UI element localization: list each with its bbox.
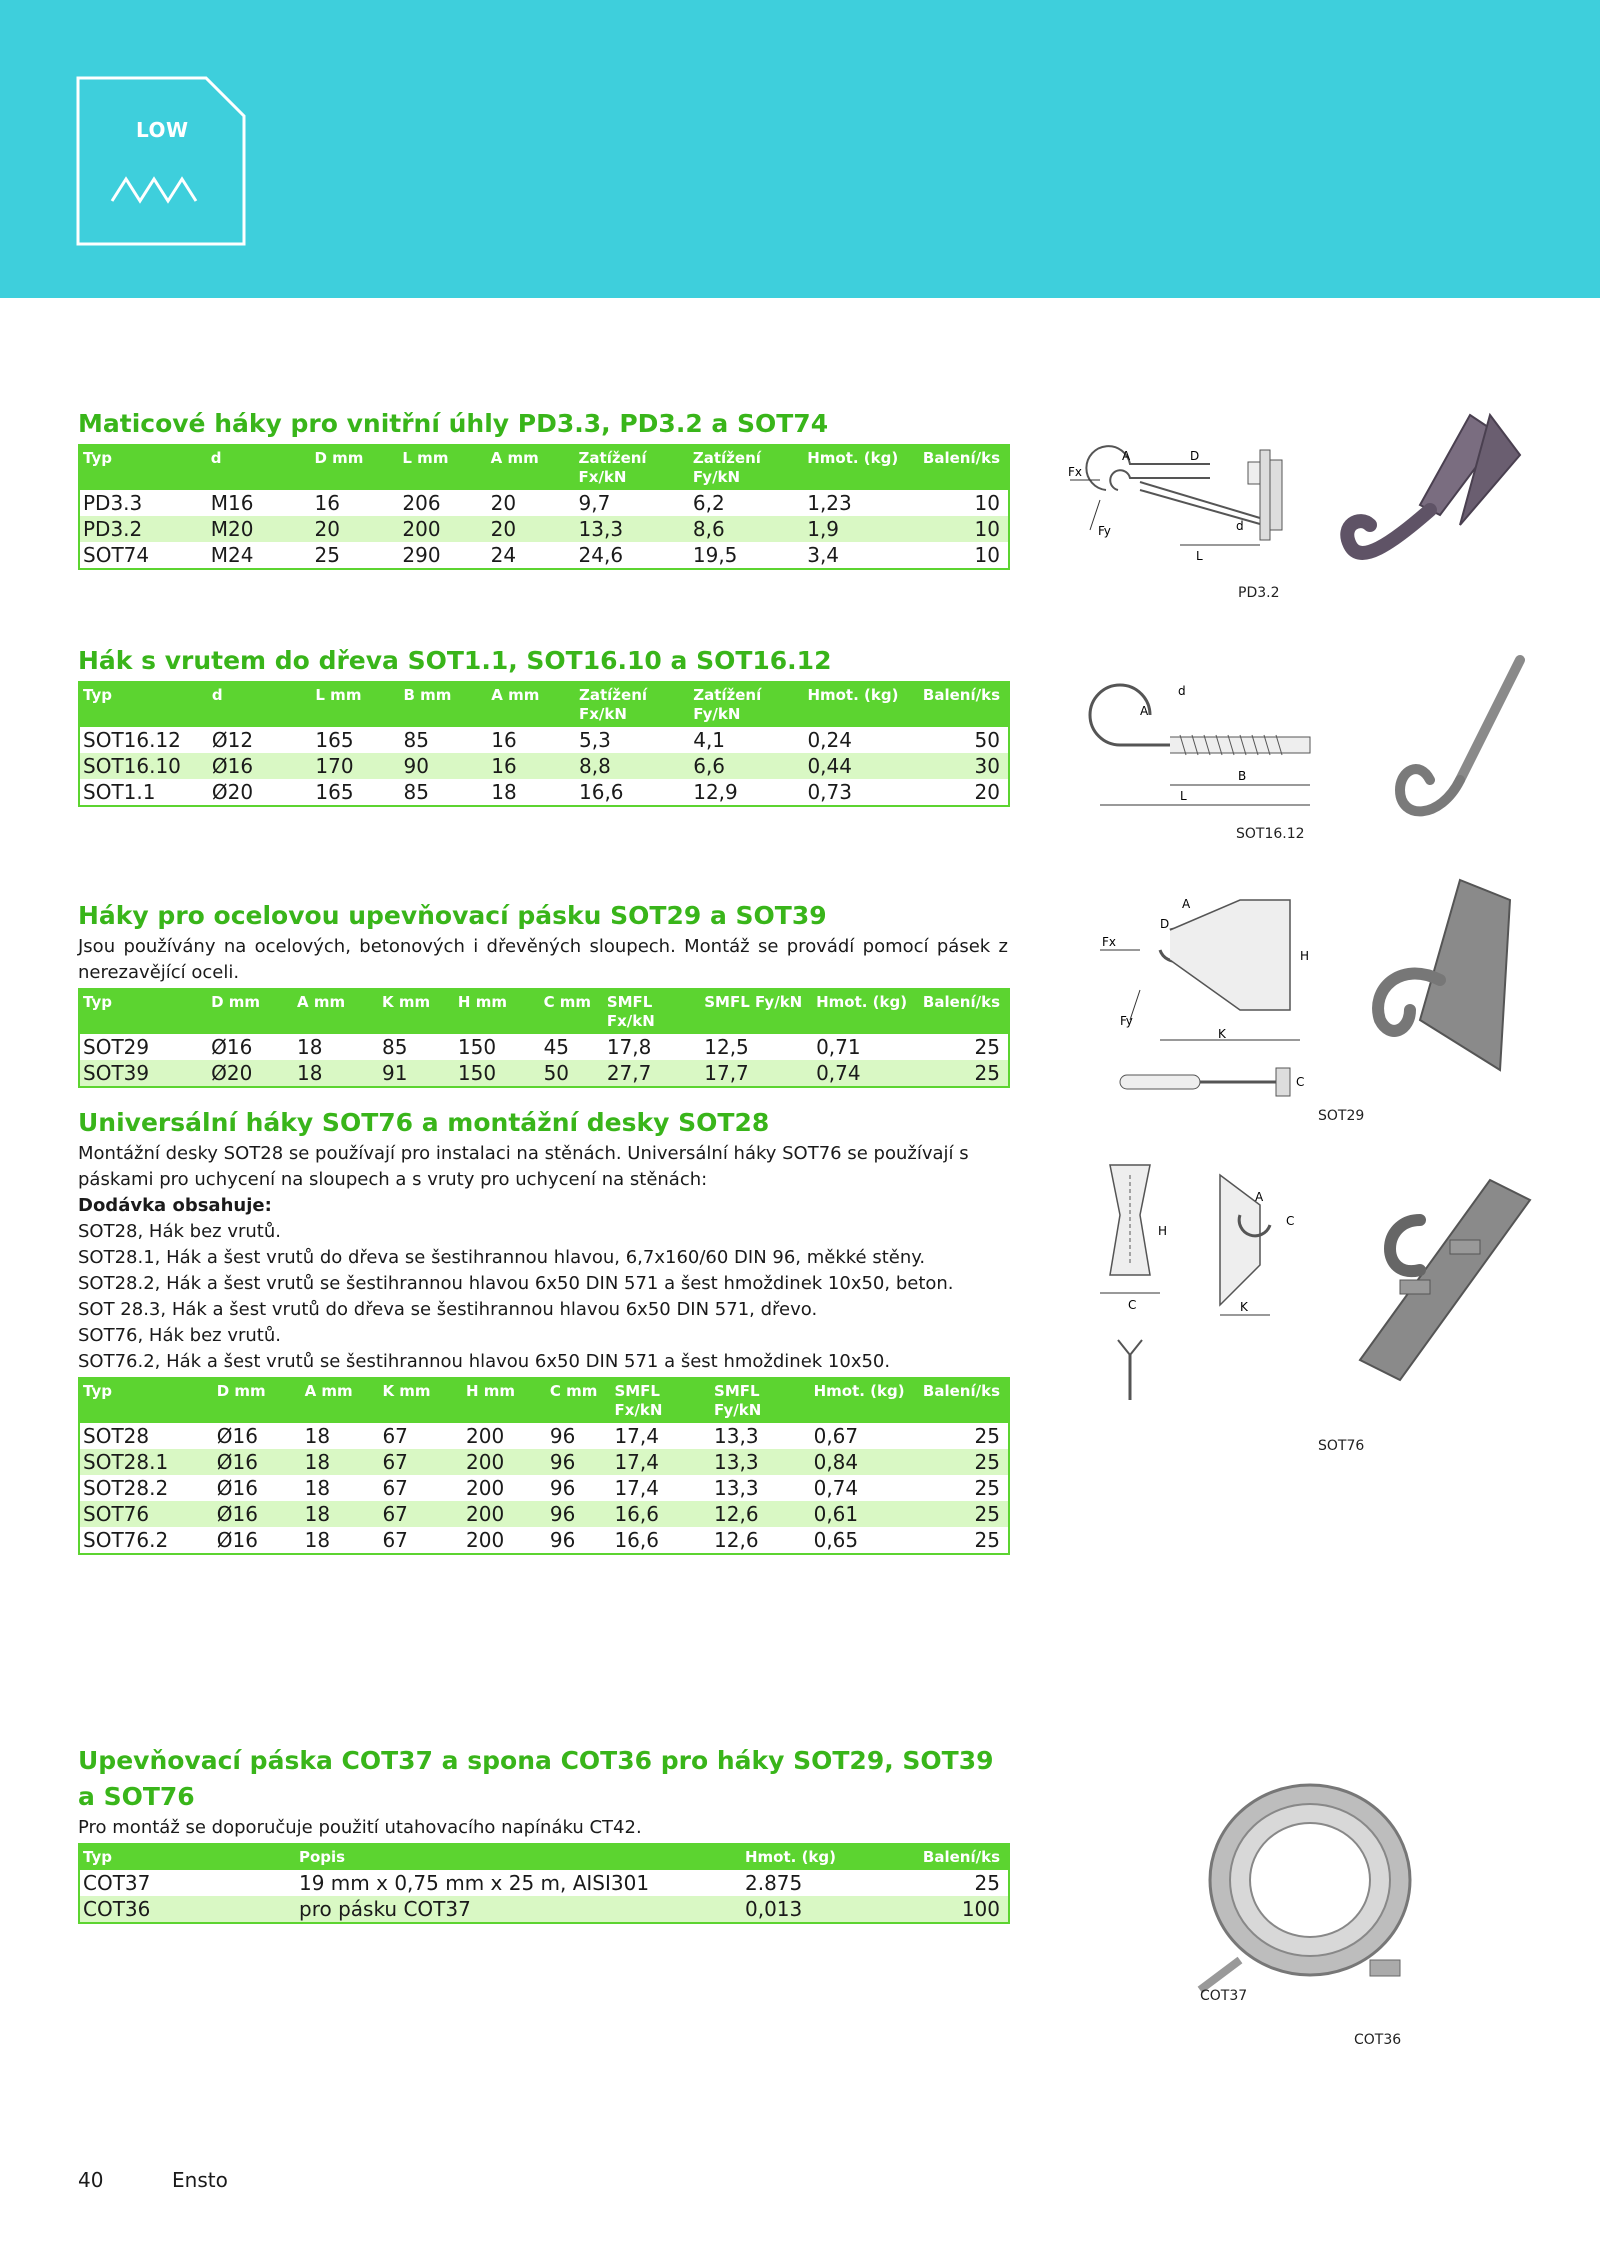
col-header: Zatížení Fx/kN bbox=[576, 682, 690, 727]
table-cell: 85 bbox=[382, 1035, 408, 1059]
table-cell: 3,4 bbox=[807, 543, 840, 567]
col-header: A mm bbox=[488, 682, 576, 727]
sot76-technical-drawing bbox=[1090, 1155, 1320, 1415]
section-title: Upevňovací páska COT37 a spona COT36 pro háky SOT29, SOT39 bbox=[78, 1746, 994, 1775]
col-header: C mm bbox=[547, 1378, 612, 1423]
table-cell: 19,5 bbox=[692, 543, 738, 567]
pd3-technical-drawing bbox=[1060, 420, 1320, 570]
diagram-label: D bbox=[1160, 917, 1170, 931]
col-header: D mm bbox=[311, 445, 399, 490]
col-header: Hmot. (kg) bbox=[813, 989, 920, 1034]
table-row bbox=[79, 1449, 1009, 1475]
section-title: Háky pro ocelovou upevňovací pásku SOT29 a SOT39 bbox=[78, 901, 827, 930]
table-cell: 170 bbox=[312, 753, 400, 779]
sot1612-product-photo bbox=[1320, 640, 1540, 840]
col-header: d bbox=[208, 445, 312, 490]
table-cell: M16 bbox=[210, 491, 254, 515]
col-header: H mm bbox=[463, 1378, 547, 1423]
table-cell: 206 bbox=[402, 491, 441, 515]
table-cell: M20 bbox=[208, 516, 312, 542]
table-cell: SOT28.1 bbox=[79, 1449, 214, 1475]
table-cell: 5,3 bbox=[579, 728, 611, 752]
contents-item: SOT28.1, Hák a šest vrutů do dřeva se šestihrannou hlavou, 6,7x160/60 DIN 96, měkké stěny. bbox=[78, 1247, 926, 1268]
table-cell: 25 bbox=[920, 1060, 1009, 1087]
table-cell: Ø16 bbox=[214, 1501, 302, 1527]
table-row bbox=[79, 516, 1009, 542]
table-cell: 0,24 bbox=[807, 728, 852, 752]
col-header: d bbox=[209, 682, 313, 727]
table-row bbox=[79, 1527, 1009, 1554]
table-cell: 67 bbox=[382, 1528, 408, 1552]
table-cell: Ø16 bbox=[214, 1449, 302, 1475]
table-cell: 24 bbox=[490, 543, 517, 567]
col-header: Zatížení Fy/kN bbox=[690, 445, 804, 490]
table-cell: 100 bbox=[888, 1896, 1009, 1923]
table-cell: 8,8 bbox=[576, 753, 690, 779]
col-header: Typ bbox=[79, 989, 208, 1034]
diagram-label: H bbox=[1158, 1224, 1168, 1238]
spec-table bbox=[78, 988, 1010, 1088]
cot36-clip-image bbox=[1370, 1960, 1400, 1976]
col-header: Zatížení Fx/kN bbox=[576, 445, 690, 490]
section-cot37 bbox=[78, 1743, 1008, 1924]
table-cell: M24 bbox=[210, 543, 254, 567]
section-sot29 bbox=[78, 898, 1008, 1088]
col-header: SMFL Fy/kN bbox=[701, 989, 813, 1034]
sot76-product-photo bbox=[1340, 1160, 1540, 1390]
table-row bbox=[79, 753, 1009, 779]
col-header: Typ bbox=[79, 1844, 296, 1870]
product-image-label: SOT76 bbox=[1318, 1438, 1365, 1454]
table-cell: 18 bbox=[297, 1035, 323, 1059]
table-cell: 0,67 bbox=[813, 1424, 859, 1448]
table-cell: 20 bbox=[311, 516, 399, 542]
section-sot76 bbox=[78, 1105, 1008, 1555]
table-cell: 91 bbox=[379, 1060, 455, 1087]
product-image-label: COT36 bbox=[1354, 2032, 1402, 2048]
voltage-badge-label: LOW bbox=[136, 118, 189, 142]
table-cell: 165 bbox=[315, 728, 354, 752]
col-header: D mm bbox=[208, 989, 294, 1034]
table-cell: 19 mm x 0,75 mm x 25 m, AISI301 bbox=[299, 1871, 650, 1895]
voltage-badge bbox=[76, 76, 246, 246]
diagram-label: A bbox=[1182, 897, 1191, 911]
table-cell: Ø16 bbox=[211, 1035, 253, 1059]
table-cell: 17,4 bbox=[614, 1424, 659, 1448]
table-cell: 96 bbox=[549, 1476, 576, 1500]
table-cell: 12,5 bbox=[704, 1035, 749, 1059]
diagram-label: L bbox=[1196, 549, 1203, 563]
table-row bbox=[79, 1870, 1009, 1896]
table-cell: 13,3 bbox=[576, 516, 690, 542]
table-cell: 0,74 bbox=[813, 1060, 920, 1087]
table-row bbox=[79, 1034, 1009, 1060]
table-cell: 12,6 bbox=[711, 1501, 811, 1527]
table-cell: 1,23 bbox=[807, 491, 852, 515]
product-image-label: SOT16.12 bbox=[1236, 826, 1305, 842]
table-cell: 16,6 bbox=[614, 1528, 659, 1552]
table-cell: 8,6 bbox=[690, 516, 804, 542]
table-row bbox=[79, 779, 1009, 806]
col-header: Hmot. (kg) bbox=[811, 1378, 920, 1423]
table-cell: 25 bbox=[974, 1035, 1000, 1059]
waveform-icon bbox=[112, 179, 196, 201]
table-cell: SOT1.1 bbox=[83, 780, 156, 804]
col-header: SMFL Fx/kN bbox=[611, 1378, 711, 1423]
table-cell: 10 bbox=[974, 491, 1000, 515]
table-cell: SOT39 bbox=[79, 1060, 208, 1087]
table-cell: 0,84 bbox=[811, 1449, 920, 1475]
table-cell: 27,7 bbox=[604, 1060, 701, 1087]
spec-table bbox=[78, 1377, 1010, 1555]
product-image-label: PD3.2 bbox=[1238, 585, 1280, 601]
col-header: L mm bbox=[312, 682, 400, 727]
table-cell: 45 bbox=[543, 1035, 570, 1059]
diagram-label: A bbox=[1255, 1190, 1264, 1204]
table-row bbox=[79, 1060, 1009, 1087]
diagram-label: A bbox=[1140, 704, 1149, 718]
table-cell: 17,4 bbox=[611, 1449, 711, 1475]
table-cell: Ø20 bbox=[208, 1060, 294, 1087]
table-cell: 6,6 bbox=[690, 753, 804, 779]
table-row bbox=[79, 1423, 1009, 1449]
diagram-label: C bbox=[1296, 1075, 1305, 1089]
table-cell: 16,6 bbox=[579, 780, 624, 804]
table-cell: 0,61 bbox=[811, 1501, 920, 1527]
table-cell: 18 bbox=[302, 1501, 380, 1527]
section-title: Hák s vrutem do dřeva SOT1.1, SOT16.10 a SOT16.12 bbox=[78, 646, 832, 675]
table-cell: 200 bbox=[466, 1424, 505, 1448]
table-cell: 0,74 bbox=[813, 1476, 859, 1500]
table-cell: 165 bbox=[315, 780, 354, 804]
diagram-label: Fy bbox=[1120, 1014, 1133, 1028]
table-cell: 24,6 bbox=[578, 543, 624, 567]
table-row bbox=[79, 542, 1009, 569]
table-cell: SOT76 bbox=[79, 1501, 214, 1527]
sot29-product-photo bbox=[1340, 870, 1540, 1100]
col-header: K mm bbox=[379, 1378, 463, 1423]
table-cell: Ø16 bbox=[216, 1424, 258, 1448]
table-row bbox=[79, 727, 1009, 753]
table-cell: 4,1 bbox=[693, 728, 726, 752]
spec-table bbox=[78, 444, 1010, 570]
col-header: A mm bbox=[302, 1378, 380, 1423]
table-cell: 18 bbox=[304, 1476, 331, 1500]
table-cell: 9,7 bbox=[578, 491, 611, 515]
table-cell: 17,7 bbox=[701, 1060, 813, 1087]
table-cell: 0,013 bbox=[742, 1896, 888, 1923]
section-description: Pro montáž se doporučuje použití utahovacího napínáku CT42. bbox=[78, 1817, 642, 1838]
table-cell: 16 bbox=[491, 728, 517, 752]
table-cell: 67 bbox=[382, 1476, 408, 1500]
col-header: SMFL Fy/kN bbox=[711, 1378, 811, 1423]
col-header: Hmot. (kg) bbox=[804, 445, 920, 490]
diagram-label: L bbox=[1180, 789, 1187, 803]
spec-table bbox=[78, 1843, 1010, 1924]
table-cell: PD3.3 bbox=[83, 491, 143, 515]
table-cell: SOT74 bbox=[83, 543, 150, 567]
table-cell: 18 bbox=[304, 1528, 331, 1552]
table-row bbox=[79, 490, 1009, 516]
diagram-label: Fx bbox=[1068, 465, 1083, 479]
diagram-label: Fx bbox=[1102, 935, 1117, 949]
table-cell: 12,6 bbox=[714, 1528, 759, 1552]
brand-name: Ensto bbox=[172, 2168, 228, 2192]
table-cell: 96 bbox=[547, 1449, 612, 1475]
table-cell: 25 bbox=[974, 1476, 1000, 1500]
table-cell: 96 bbox=[549, 1528, 576, 1552]
spec-table bbox=[78, 681, 1010, 807]
diagram-label: K bbox=[1218, 1027, 1226, 1041]
table-cell: 96 bbox=[547, 1501, 612, 1527]
diagram-label: H bbox=[1300, 949, 1310, 963]
table-cell: pro pásku COT37 bbox=[296, 1896, 742, 1923]
table-cell: 200 bbox=[399, 516, 487, 542]
table-cell: 25 bbox=[974, 1871, 1000, 1895]
table-cell: 200 bbox=[463, 1449, 547, 1475]
table-cell: SOT28 bbox=[83, 1424, 150, 1448]
diagram-label: D bbox=[1190, 449, 1200, 463]
table-cell: 25 bbox=[314, 543, 340, 567]
table-cell: SOT28.2 bbox=[83, 1476, 169, 1500]
table-cell: 13,3 bbox=[711, 1449, 811, 1475]
table-cell: 0,71 bbox=[816, 1035, 861, 1059]
table-cell: Ø16 bbox=[216, 1528, 258, 1552]
table-cell: 25 bbox=[920, 1501, 1009, 1527]
table-cell: 18 bbox=[304, 1424, 331, 1448]
contents-item: SOT28.2, Hák a šest vrutů se šestihrannou hlavou 6x50 DIN 571 a šest hmoždinek 10x50, beton. bbox=[78, 1273, 954, 1294]
col-header: Balení/ks bbox=[920, 445, 1009, 490]
col-header: Balení/ks bbox=[920, 989, 1009, 1034]
section-description: Jsou používány na ocelových, betonových i dřevěných sloupech. Montáž se provádí pomocí pásek z nerezavějící oceli. bbox=[78, 936, 1008, 983]
diagram-label: B bbox=[1238, 769, 1247, 783]
table-cell: 18 bbox=[491, 780, 517, 804]
col-header: Zatížení Fy/kN bbox=[690, 682, 804, 727]
col-header: H mm bbox=[455, 989, 541, 1034]
cot37-product-photo bbox=[1190, 1760, 1440, 2010]
contents-item: SOT28, Hák bez vrutů. bbox=[78, 1221, 281, 1242]
contents-item: SOT76.2, Hák a šest vrutů se šestihrannou hlavou 6x50 DIN 571 a šest hmoždinek 10x50. bbox=[78, 1351, 891, 1372]
sot16-technical-drawing bbox=[1060, 665, 1320, 815]
section-title-continued: a SOT76 bbox=[78, 1782, 195, 1811]
table-cell: 67 bbox=[379, 1449, 463, 1475]
table-cell: Ø16 bbox=[216, 1476, 258, 1500]
col-header: Hmot. (kg) bbox=[804, 682, 919, 727]
contents-item: SOT 28.3, Hák a šest vrutů do dřeva se šestihrannou hlavou 6x50 DIN 571, dřevo. bbox=[78, 1299, 818, 1320]
table-cell: 67 bbox=[379, 1501, 463, 1527]
contents-item: SOT76, Hák bez vrutů. bbox=[78, 1325, 281, 1346]
diagram-label: d bbox=[1236, 519, 1244, 533]
table-cell: 20 bbox=[974, 780, 1000, 804]
table-cell: 13,3 bbox=[714, 1424, 759, 1448]
table-cell: 12,9 bbox=[693, 780, 738, 804]
table-cell: 85 bbox=[403, 780, 429, 804]
table-cell: 25 bbox=[974, 1528, 1000, 1552]
table-cell: 150 bbox=[457, 1035, 497, 1059]
table-cell: 17,8 bbox=[606, 1035, 652, 1059]
diagram-label: Fy bbox=[1098, 524, 1111, 538]
table-cell: 18 bbox=[302, 1449, 380, 1475]
table-cell: 16,6 bbox=[611, 1501, 711, 1527]
col-header: L mm bbox=[399, 445, 487, 490]
section-description: Montážní desky SOT28 se používají pro instalaci na stěnách. Universální háky SOT76 se používají s páskami pro uchycení na sloupech a s vruty pro uchycení na stěnách: bbox=[78, 1143, 969, 1190]
col-header: A mm bbox=[294, 989, 379, 1034]
table-cell: COT36 bbox=[79, 1896, 296, 1923]
col-header: D mm bbox=[214, 1378, 302, 1423]
table-cell: 150 bbox=[455, 1060, 541, 1087]
product-image-label: SOT29 bbox=[1318, 1108, 1365, 1124]
table-cell: 200 bbox=[466, 1528, 505, 1552]
col-header: C mm bbox=[541, 989, 604, 1034]
table-cell: COT37 bbox=[83, 1871, 151, 1895]
table-cell: 0,44 bbox=[804, 753, 919, 779]
table-row bbox=[79, 1501, 1009, 1527]
table-cell: 50 bbox=[974, 728, 1000, 752]
table-cell: PD3.2 bbox=[79, 516, 208, 542]
table-row bbox=[79, 1475, 1009, 1501]
product-image-label: COT37 bbox=[1200, 1988, 1248, 2004]
table-cell: 18 bbox=[294, 1060, 379, 1087]
table-cell: 67 bbox=[382, 1424, 408, 1448]
col-header: Hmot. (kg) bbox=[742, 1844, 888, 1870]
table-cell: 25 bbox=[920, 1449, 1009, 1475]
table-cell: 0,73 bbox=[807, 780, 852, 804]
table-cell: 0,65 bbox=[813, 1528, 859, 1552]
table-cell: SOT29 bbox=[83, 1035, 150, 1059]
section-pd3 bbox=[78, 406, 1008, 570]
table-cell: 20 bbox=[490, 491, 517, 515]
table-cell: 20 bbox=[488, 516, 576, 542]
col-header: Balení/ks bbox=[920, 682, 1009, 727]
col-header: A mm bbox=[488, 445, 576, 490]
table-cell: SOT16.12 bbox=[83, 728, 181, 752]
table-cell: 290 bbox=[402, 543, 441, 567]
table-cell: 90 bbox=[400, 753, 488, 779]
table-row bbox=[79, 1896, 1009, 1923]
section-title: Maticové háky pro vnitřní úhly PD3.3, PD3.2 a SOT74 bbox=[78, 409, 829, 438]
col-header: Balení/ks bbox=[888, 1844, 1009, 1870]
col-header: Balení/ks bbox=[920, 1378, 1009, 1423]
table-cell: 10 bbox=[974, 543, 1000, 567]
table-cell: 6,2 bbox=[692, 491, 725, 515]
diagram-label: C bbox=[1128, 1298, 1137, 1312]
col-header: Typ bbox=[79, 682, 209, 727]
diagram-label: K bbox=[1240, 1300, 1248, 1314]
col-header: Typ bbox=[79, 1378, 214, 1423]
table-cell: 96 bbox=[549, 1424, 576, 1448]
col-header: B mm bbox=[400, 682, 488, 727]
table-cell: 85 bbox=[403, 728, 429, 752]
table-cell: 30 bbox=[920, 753, 1009, 779]
sot29-technical-drawing bbox=[1090, 890, 1320, 1110]
section-title: Universální háky SOT76 a montážní desky SOT28 bbox=[78, 1108, 770, 1137]
contents-heading: Dodávka obsahuje: bbox=[78, 1195, 272, 1216]
section-sot16 bbox=[78, 643, 1008, 807]
table-cell: 16 bbox=[488, 753, 576, 779]
table-cell: SOT76.2 bbox=[83, 1528, 169, 1552]
col-header: SMFL Fx/kN bbox=[604, 989, 701, 1034]
col-header: Popis bbox=[296, 1844, 742, 1870]
table-cell: Ø20 bbox=[211, 780, 254, 804]
table-cell: 200 bbox=[466, 1476, 505, 1500]
pd32-product-photo bbox=[1320, 395, 1540, 595]
table-cell: 50 bbox=[541, 1060, 604, 1087]
table-cell: Ø12 bbox=[211, 728, 254, 752]
table-cell: 25 bbox=[974, 1424, 1000, 1448]
table-cell: 16 bbox=[314, 491, 340, 515]
table-cell: 13,3 bbox=[714, 1476, 759, 1500]
col-header: Typ bbox=[79, 445, 208, 490]
diagram-label: d bbox=[1178, 684, 1186, 698]
diagram-label: A bbox=[1122, 449, 1131, 463]
table-cell: 2.875 bbox=[745, 1871, 803, 1895]
col-header: K mm bbox=[379, 989, 455, 1034]
table-cell: 10 bbox=[920, 516, 1009, 542]
table-cell: 17,4 bbox=[614, 1476, 659, 1500]
table-cell: Ø16 bbox=[209, 753, 313, 779]
diagram-label: C bbox=[1286, 1214, 1295, 1228]
table-cell: 200 bbox=[463, 1501, 547, 1527]
page-number: 40 bbox=[78, 2168, 104, 2192]
table-cell: SOT16.10 bbox=[79, 753, 209, 779]
table-cell: 1,9 bbox=[804, 516, 920, 542]
